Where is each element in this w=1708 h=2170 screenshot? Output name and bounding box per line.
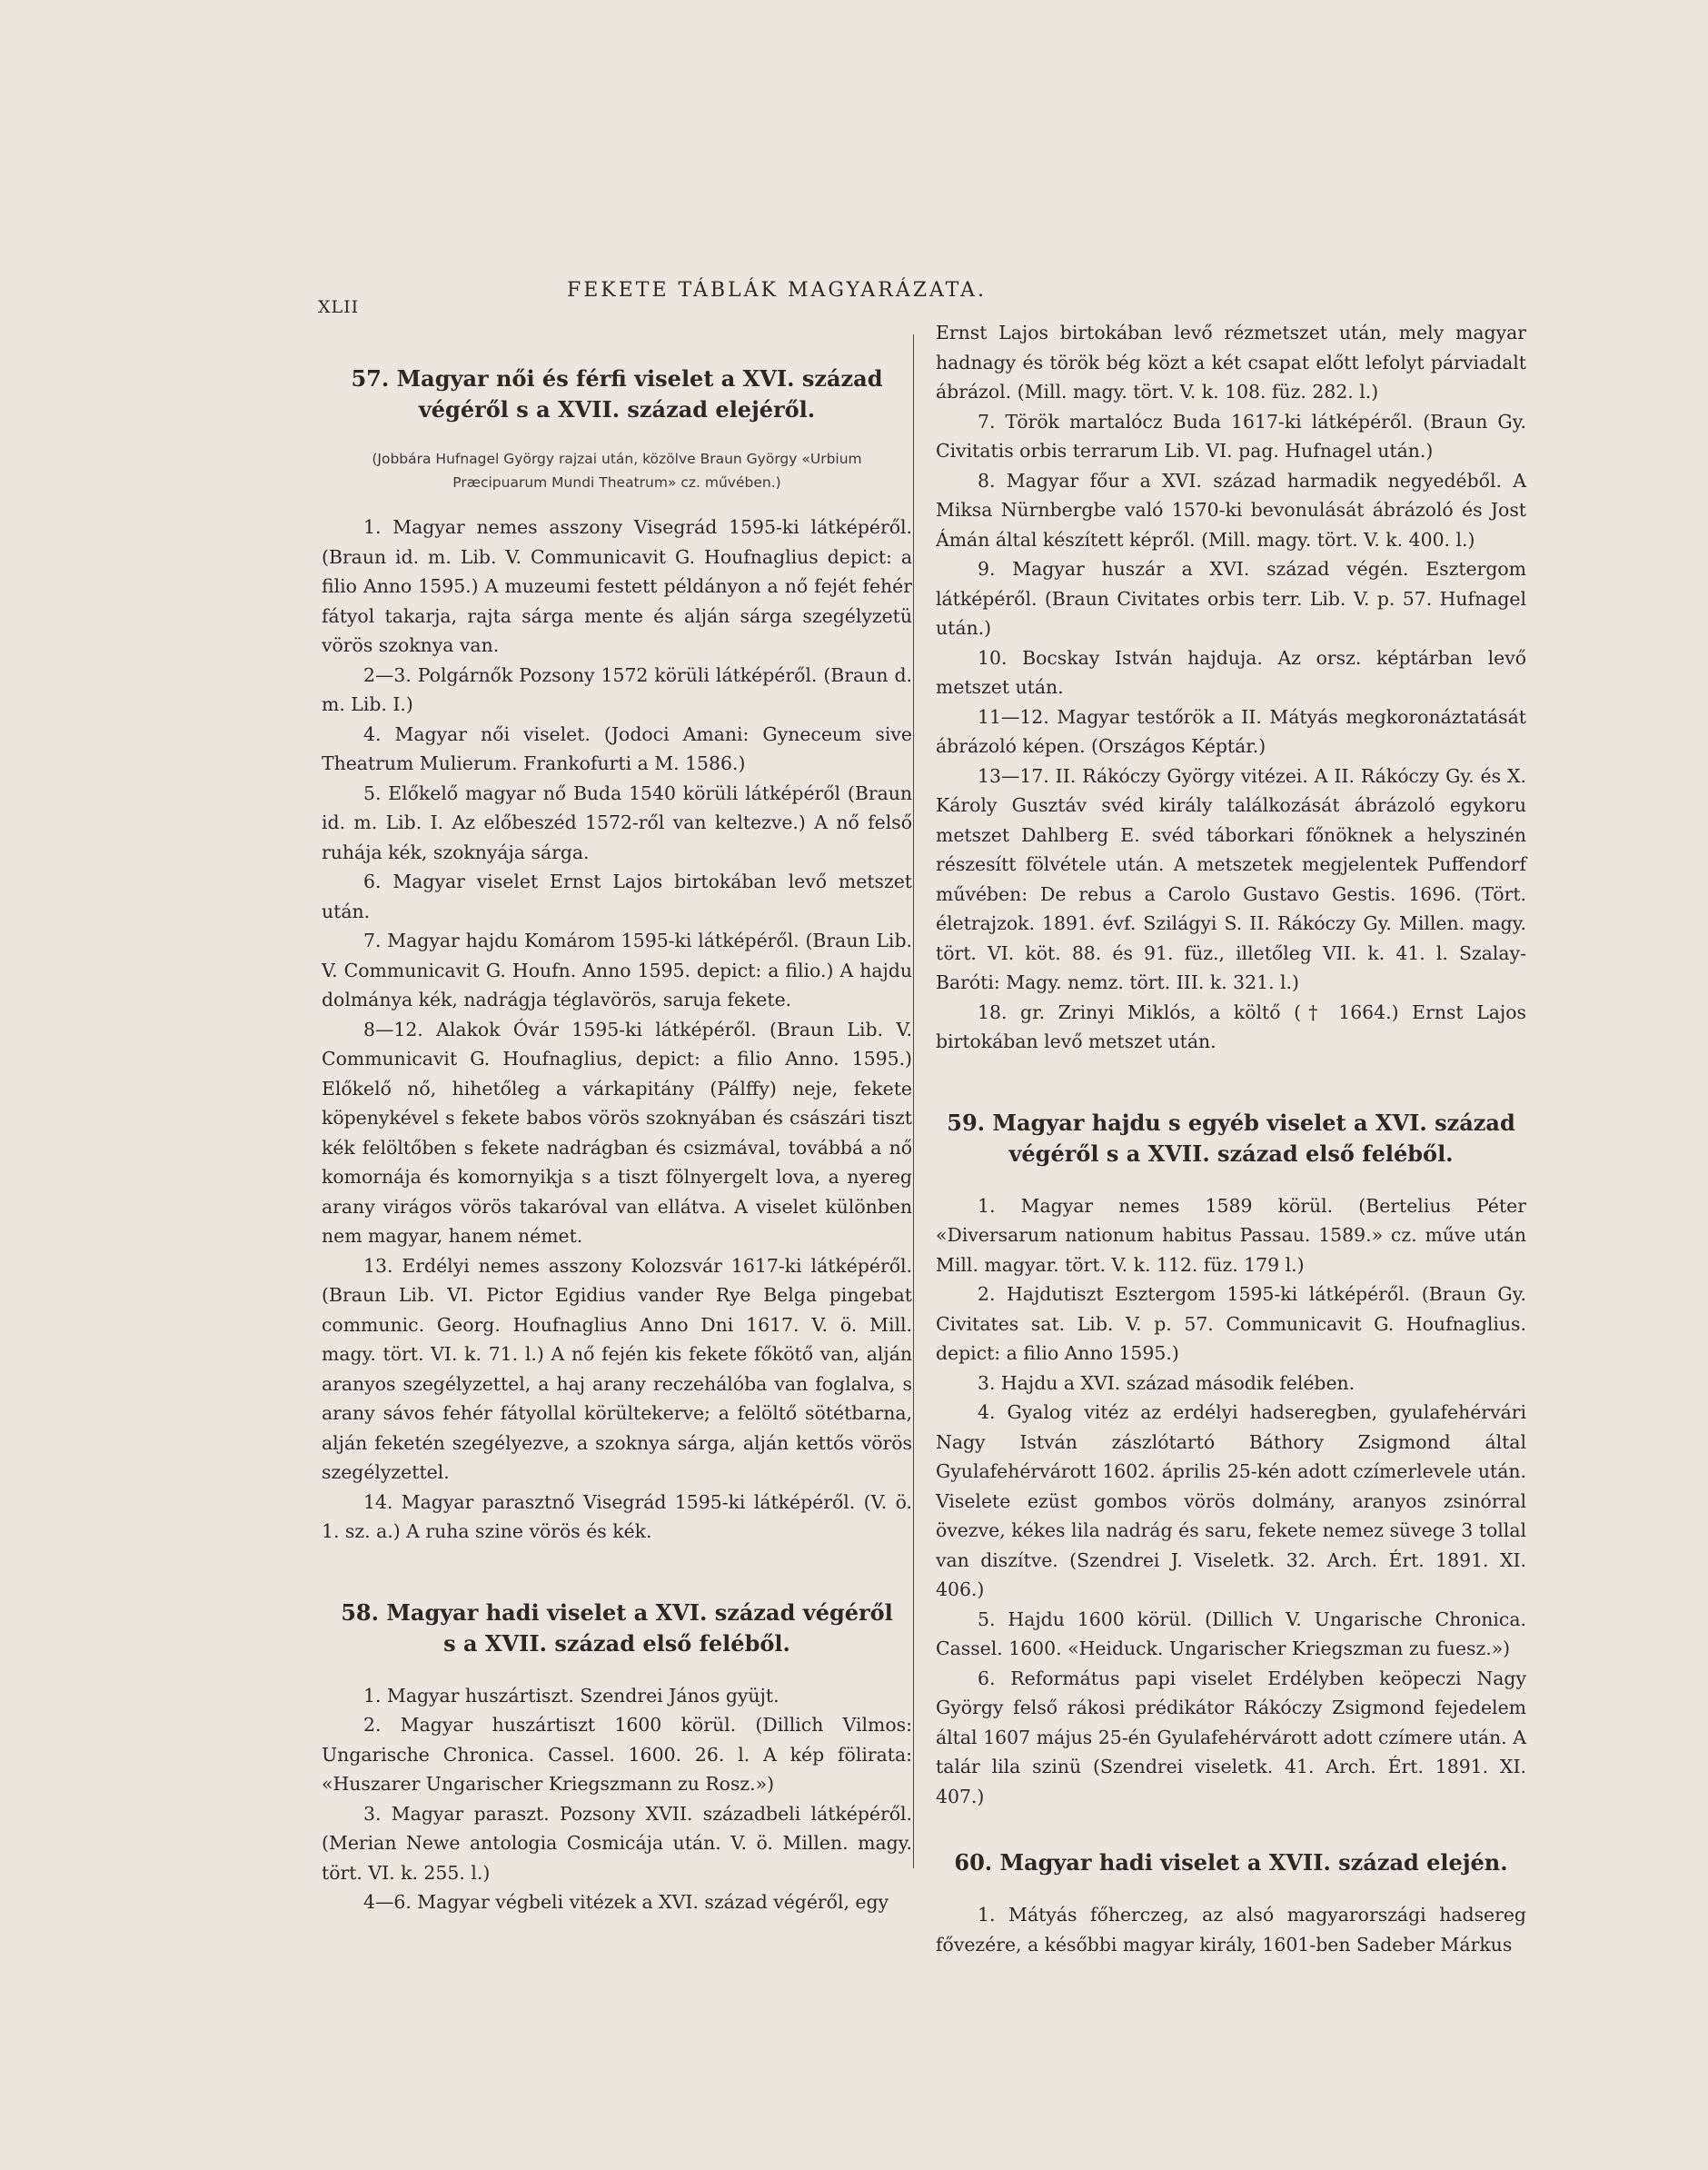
section-gap bbox=[322, 1547, 912, 1598]
section-57-item: 4. Magyar női viselet. (Jodoci Amani: Gyneceum sive Theatrum Mulierum. Frankofurti a M. 1586.) bbox=[322, 722, 912, 774]
section-59-item: 3. Hajdu a XVI. század második felében. bbox=[978, 1371, 1355, 1394]
section-60-item: 1. Mátyás főherczeg, az alsó magyarországi hadsereg fővezére, a későbbi magyar király, 1601-ben Sadeber Márkus bbox=[936, 1904, 1526, 1956]
section-58-item: 2. Magyar huszártiszt 1600 körül. (Dillich Vilmos: Ungarische Chronica. Cassel. 1600. 26. l. A kép fölirata: «Huszarer Ungarischer Kriegszmann zu Rosz.») bbox=[322, 1714, 912, 1795]
section-57-item: 1. Magyar nemes asszony Visegrád 1595-ki látképéről. (Braun id. m. Lib. V. Communicavit G. Houfnaglius depict: a filio Anno 1595.) A muzeumi festett példányon a nő fejét fehér fátyol takarja, rajta sárga mente és alján sárga szegélyzetü vörös szoknya van. bbox=[322, 516, 912, 656]
section-59-item: 2. Hajdutiszt Esztergom 1595-ki látképéről. (Braun Gy. Civitates sat. Lib. V. p. 57. Communicavit G. Houfnaglius. depict: a filio Anno 1595.) bbox=[936, 1283, 1526, 1364]
page-header bbox=[318, 279, 1117, 315]
section-59-item: 5. Hajdu 1600 körül. (Dillich V. Ungarische Chronica. Cassel. 1600. «Heiduck. Ungarischer Kriegszman zu fuesz.») bbox=[936, 1608, 1526, 1659]
continuation-item: 10. Bocskay István hajduja. Az orsz. képtárban levő metszet után. bbox=[936, 646, 1526, 698]
section-57-item: 8—12. Alakok Óvár 1595-ki látképéről. (Braun Lib. V. Communicavit G. Houfnaglius, depict: a filio Anno. 1595.) Előkelő nő, hihetőleg a várkapitány (Pálffy) neje, fekete köpenykével s fekete babos vörös szoknyában és császári tiszt kék felöltőben s fekete nadrágban és csizmával, továbbá a nő komornája és komornyikja s a tiszt fölnyergelt lova, a nyereg arany virágos vörös takaróval van ellátva. A viselet különben nem magyar, hanem német. bbox=[322, 1018, 912, 1247]
section-57-item: 6. Magyar viselet Ernst Lajos birtokában levő metszet után. bbox=[322, 871, 912, 922]
section-57-title-line2: végéről s a XVII. század elejéről. bbox=[418, 396, 816, 423]
section-58-title bbox=[322, 1598, 912, 1659]
continuation-item: 8. Magyar főur a XVI. század harmadik negyedéből. A Miksa Nürnbergbe való 1570-ki bevonulását ábrázoló és Jost Ámán által készített képről. (Mill. magy. tört. V. k. 400. l.) bbox=[936, 469, 1526, 551]
continuation-item: Ernst Lajos birtokában levő rézmetszet után, mely magyar hadnagy és török bég közt a két csapat előtt lefolyt párviadalt ábrázol. (Mill. magy. tört. V. k. 108. füz. 282. l.) bbox=[936, 322, 1526, 403]
running-title: FEKETE TÁBLÁK MAGYARÁZATA. bbox=[566, 279, 988, 302]
continuation-item: 11—12. Magyar testőrök a II. Mátyás megkoronáztatását ábrázoló képen. (Országos Képtár.) bbox=[936, 705, 1526, 757]
section-57-item: 14. Magyar parasztnő Visegrád 1595-ki látképéről. (V. ö. 1. sz. a.) A ruha szine vörös és kék. bbox=[322, 1490, 912, 1542]
section-gap bbox=[936, 1057, 1526, 1108]
source-note-line1: (Jobbára Hufnagel György rajzai után, közölve Braun György «Urbium bbox=[372, 451, 862, 467]
continuation-item: 9. Magyar huszár a XVI. század végén. Esztergom látképéről. (Braun Civitates orbis terr. Lib. V. p. 57. Hufnagel után.) bbox=[936, 558, 1526, 639]
section-59-title bbox=[936, 1108, 1526, 1170]
section-58-item: 3. Magyar paraszt. Pozsony XVII. századbeli látképéről. (Merian Newe antologia Cosmicája után. V. ö. Millen. magy. tört. VI. k. 255. l.) bbox=[322, 1802, 912, 1884]
continuation-item: 7. Török martalócz Buda 1617-ki látképéről. (Braun Gy. Civitatis orbis terrarum Lib. VI. pag. Hufnagel után.) bbox=[936, 410, 1526, 462]
section-59-title-line1: 59. Magyar hajdu s egyéb viselet a XVI. század bbox=[947, 1109, 1515, 1136]
section-59-item: 6. Református papi viselet Erdélyben keöpeczi Nagy György felső rákosi prédikátor Rákóczy Zsigmond fejedelem által 1607 május 25-én Gyulafehérvárott adott czímere után. A talár lila szinü (Szendrei viseletk. 41. Arch. Ért. 1891. XI. 407.) bbox=[936, 1667, 1526, 1807]
section-57-title-line1: 57. Magyar női és férfi viselet a XVI. század bbox=[351, 365, 883, 392]
section-59-item: 4. Gyalog vitéz az erdélyi hadseregben, gyulafehérvári Nagy István zászlótartó Báthory Zsigmond által Gyulafehérvárott 1602. április 25-kén adott czímerlevele után. Viselete ezüst gombos vörös dolmány, aranyos zsinórral övezve, kékes lila nadrág és saru, fekete nemez süvege 3 tollal van diszítve. (Szendrei J. Viseletk. 32. Arch. Ért. 1891. XI. 406.) bbox=[936, 1401, 1526, 1600]
section-58-title-line1: 58. Magyar hadi viselet a XVI. század végéről bbox=[341, 1598, 893, 1626]
column-divider bbox=[913, 334, 914, 1868]
continuation-item: 18. gr. Zrinyi Miklós, a költő († 1664.) Ernst Lajos birtokában levő metszet után. bbox=[936, 1000, 1526, 1052]
section-58-item: 4—6. Magyar végbeli vitézek a XVI. század végéről, egy bbox=[363, 1891, 889, 1913]
source-note-line2: Præcipuarum Mundi Theatrum» cz. művében.) bbox=[452, 474, 781, 491]
section-57-item: 13. Erdélyi nemes asszony Kolozsvár 1617-ki látképéről. (Braun Lib. VI. Pictor Egidius vander Rye Belga pingebat communic. Georg. Houfnaglius Anno Dni 1617. V. ö. Mill. magy. tört. VI. k. 71. l.) A nő fején kis fekete főkötő van, alján aranyos szegélyzettel, a haj arany reczehálóba van foglalva, s arany sávos fehér fátyollal körültekerve; a felöltő sötétbarna, alján feketén szegélyezve, a szoknya sárga, alján kettős vörös szegélyzettel. bbox=[322, 1254, 912, 1483]
section-57-source-note bbox=[322, 447, 912, 494]
page-number: XLII bbox=[318, 297, 360, 317]
left-column bbox=[322, 363, 912, 1917]
section-60-title: 60. Magyar hadi viselet a XVII. század elején. bbox=[954, 1849, 1508, 1876]
section-57-item: 7. Magyar hajdu Komárom 1595-ki látképéről. (Braun Lib. V. Communicavit G. Houfn. Anno 1595. depict: a filio.) A hajdu dolmánya kék, nadrágja téglavörös, saruja fekete. bbox=[322, 930, 912, 1010]
section-58-item: 1. Magyar huszártiszt. Szendrei János gyüjt. bbox=[363, 1684, 780, 1707]
section-57-item: 5. Előkelő magyar nő Buda 1540 körüli látképéről (Braun id. m. Lib. I. Az előbeszéd 1572-ről van keltezve.) A nő felső ruhája kék, szoknyája sárga. bbox=[322, 781, 912, 863]
section-58-title-line2: s a XVII. század első feléből. bbox=[443, 1629, 790, 1657]
section-59-item: 1. Magyar nemes 1589 körül. (Bertelius Péter «Diversarum nationum habitus Passau. 1589.» cz. műve után Mill. magyar. tört. V. k. 112. füz. 179 l.) bbox=[936, 1194, 1526, 1276]
section-gap bbox=[936, 1811, 1526, 1847]
section-57-title bbox=[322, 363, 912, 425]
section-59-title-line2: végéről s a XVII. század első feléből. bbox=[1008, 1140, 1454, 1167]
right-column bbox=[936, 318, 1526, 1959]
section-57-item: 2—3. Polgárnők Pozsony 1572 körüli látképéről. (Braun d. m. Lib. I.) bbox=[322, 663, 912, 715]
continuation-item: 13—17. II. Rákóczy György vitézei. A II. Rákóczy Gy. és X. Károly Gusztáv svéd király találkozását ábrázoló egykoru metszet Dahlberg E. svéd táborkari főnöknek a helyszinén részesítt fölvétele után. A metszetek megjelentek Puffendorf művében: De rebus a Carolo Gustavo Gestis. 1696. (Tört. életrajzok. 1891. évf. Szilágyi S. II. Rákóczy Gy. Millen. magy. tört. VI. köt. 88. és 91. füz., illetőleg VII. k. 41. l. Szalay-Baróti: Magy. nemz. tört. III. k. 321. l.) bbox=[936, 764, 1526, 993]
